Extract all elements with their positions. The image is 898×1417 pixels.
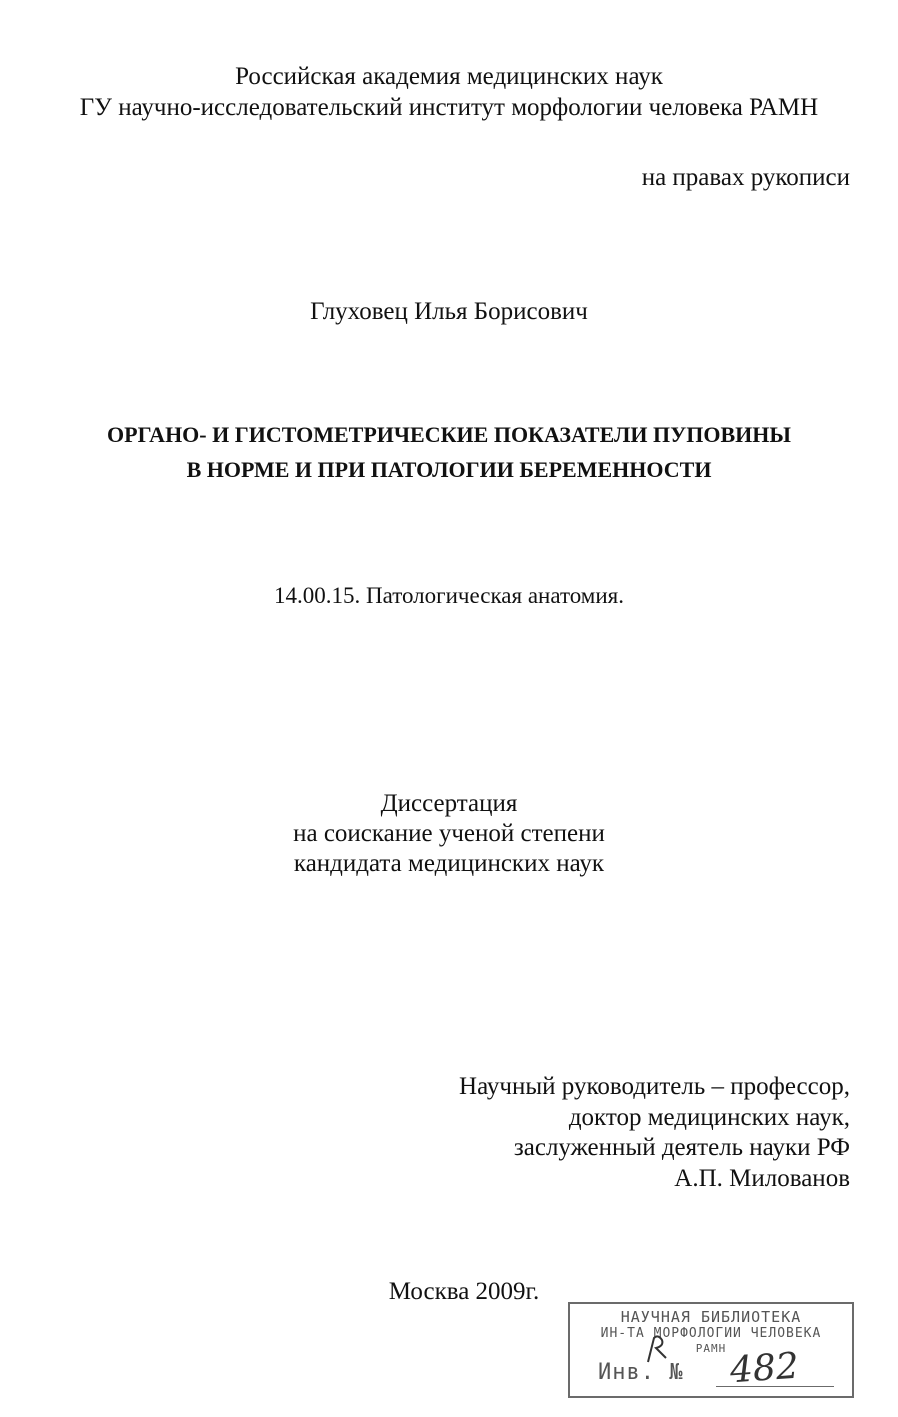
degree-line-3: кандидата медицинских наук [293,850,605,877]
stamp-inventory-label: Инв. № [598,1360,684,1385]
supervisor-line-3: заслуженный деятель науки РФ [513,1134,850,1161]
thesis-title-line-2: В НОРМЕ И ПРИ ПАТОЛОГИИ БЕРЕМЕННОСТИ [186,457,712,482]
supervisor-line-1: Научный руководитель – профессор, [459,1073,850,1100]
library-stamp [568,1302,854,1398]
degree-line-1: Диссертация [380,790,518,817]
stamp-line-1: НАУЧНАЯ БИБЛИОТЕКА [620,1308,802,1326]
stamp-line-2: ИН-ТА МОРФОЛОГИИ ЧЕЛОВЕКА [600,1326,822,1341]
supervisor-name: А.П. Милованов [674,1165,850,1192]
academy-name: Российская академия медицинских наук [235,63,663,90]
manuscript-note: на правах рукописи [641,164,850,191]
degree-line-2: на соискание ученой степени [293,820,605,847]
supervisor-line-2: доктор медицинских наук, [568,1104,850,1131]
thesis-title-line-1: ОРГАНО- И ГИСТОМЕТРИЧЕСКИЕ ПОКАЗАТЕЛИ ПУПОВИНЫ [107,422,791,447]
place-year: Москва 2009г. [388,1278,540,1305]
author-name: Глуховец Илья Борисович [310,298,588,325]
stamp-inventory-number: 482 [728,1345,801,1392]
specialty-code: 14.00.15. Патологическая анатомия. [274,583,624,608]
institute-name: ГУ научно-исследовательский институт морфологии человека РАМН [79,94,819,121]
stamp-line-3: РАМН [695,1342,727,1355]
